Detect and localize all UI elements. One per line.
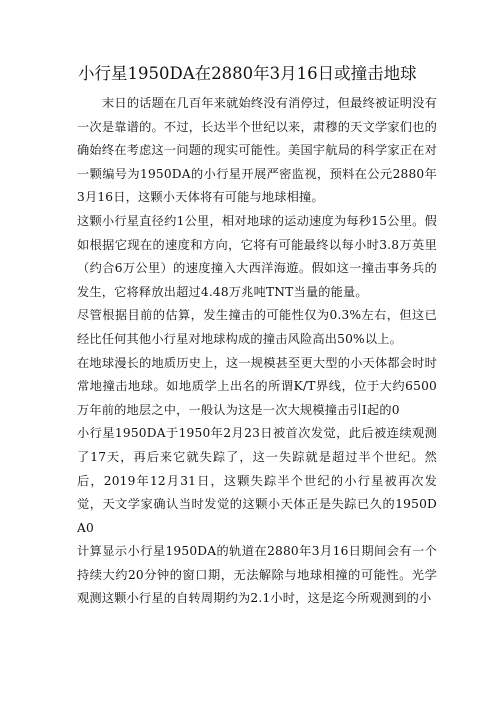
paragraph-orbit: 计算显示小行星1950DA的轨道在2880年3月16日期间会有一个持续大约20分钟的窗口期，无法解除与地球相撞的可能性。光学观测这颗小行星的自转周期约为2.1小时，这是迄今所观测到的小 <box>77 544 437 606</box>
article-body <box>77 92 437 611</box>
paragraph-geologic-history: 在地球漫长的地质历史上，这一规模甚至更大型的小天体都会时时常地撞击地球。如地质学上出名的所谓K/T界线，位于大约6500万年前的地层之中，一般认为这是一次大规模撞击引Ⅰ起的0 <box>77 355 437 417</box>
paragraph-intro: 末日的话题在几百年来就始终没有消停过，但最终被证明没有一次是靠谱的。不过，长达半个世纪以来，肃穆的天文学家们也的确始终在考虑这一问题的现实可能性。美国宇航局的科学家正在对一颗编号为1950DA的小行星开展严密监视，预料在公元2880年3月16日，这颗小天体将有可能与地球相撞。 <box>77 96 437 205</box>
paragraph-discovery: 小行星1950DA于1950年2月23日被首次发觉，此后被连续观测了17天，再后来它就失踪了，这一失踪就是超过半个世纪。然后，2019年12月31日，这颗失踪半个世纪的小行星被再次发觉，天文学家确认当时发觉的这颗小天体正是失踪已久的1950DA0 <box>77 426 437 535</box>
page-title: 小行星1950DA在2880年3月16日或撞击地球 <box>78 64 417 83</box>
paragraph-size-speed: 这颗小行星直径约1公里，相对地球的运动速度为每秒15公里。假如根据它现在的速度和方向，它将有可能最终以每小时3.8万英里（约合6万公里）的速度撞入大西洋海遊。假如这一撞击事务兵的发生，它将释放出超过4.48万兆吨TNT当量的能量。 <box>77 213 437 299</box>
paragraph-probability: 尽管根据目前的估算，发生撞击的可能性仅为0.3%左右，但这已经比任何其他小行星对地球构成的撞击风险高出50%以上。 <box>77 308 437 346</box>
